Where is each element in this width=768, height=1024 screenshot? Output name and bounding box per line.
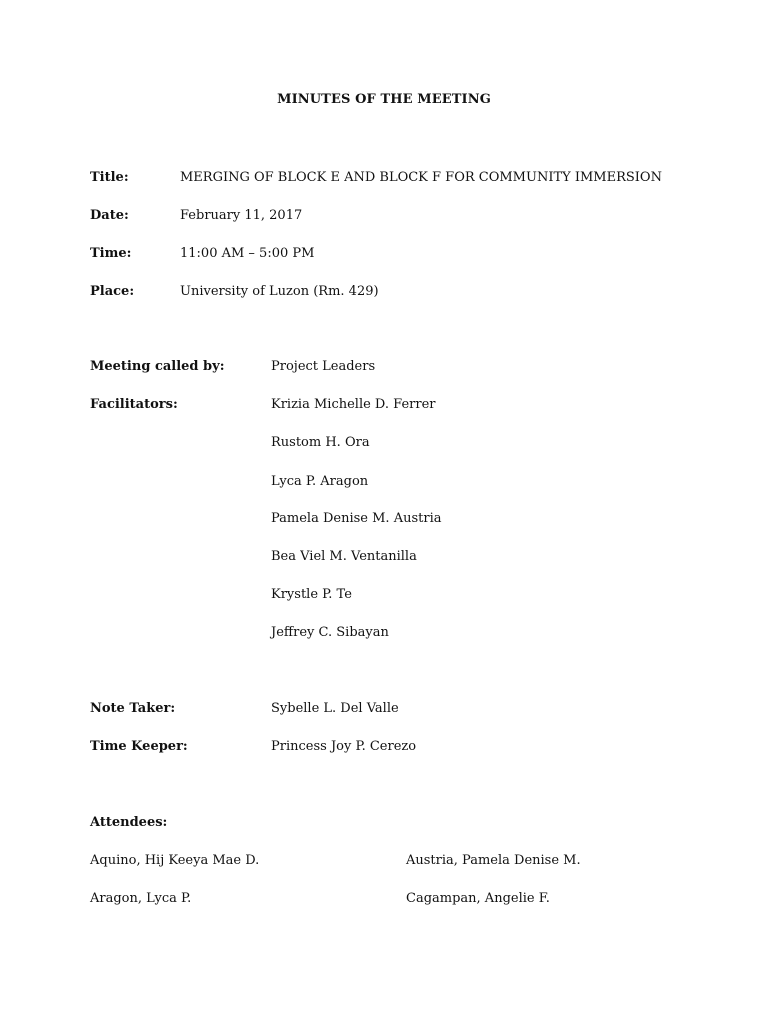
meeting-called-by-label: Meeting called by: — [90, 359, 225, 374]
page-title: MINUTES OF THE MEETING — [277, 92, 491, 107]
title-label: Title: — [90, 170, 129, 185]
time-keeper-label: Time Keeper: — [90, 739, 188, 754]
place-label: Place: — [90, 284, 135, 299]
facilitator-name: Rustom H. Ora — [271, 435, 370, 450]
facilitators-label: Facilitators: — [90, 397, 178, 412]
time-value: 11:00 AM – 5:00 PM — [180, 246, 315, 261]
time-keeper-value: Princess Joy P. Cerezo — [271, 739, 417, 754]
facilitator-name: Krizia Michelle D. Ferrer — [271, 397, 436, 412]
attendee-name: Aquino, Hij Keeya Mae D. — [90, 853, 260, 868]
date-value: February 11, 2017 — [180, 208, 303, 223]
meeting-called-by-value: Project Leaders — [271, 359, 376, 374]
facilitator-name: Krystle P. Te — [271, 587, 352, 602]
time-label: Time: — [90, 246, 132, 261]
note-taker-value: Sybelle L. Del Valle — [271, 701, 399, 716]
attendee-name: Cagampan, Angelie F. — [406, 891, 550, 906]
facilitator-name: Pamela Denise M. Austria — [271, 511, 442, 526]
note-taker-label: Note Taker: — [90, 701, 176, 716]
attendees-label: Attendees: — [90, 815, 168, 830]
attendee-name: Austria, Pamela Denise M. — [406, 853, 581, 868]
place-value: University of Luzon (Rm. 429) — [180, 284, 379, 299]
facilitator-name: Bea Viel M. Ventanilla — [271, 549, 417, 564]
attendee-name: Aragon, Lyca P. — [90, 891, 192, 906]
date-label: Date: — [90, 208, 129, 223]
facilitator-name: Jeffrey C. Sibayan — [271, 625, 389, 640]
facilitator-name: Lyca P. Aragon — [271, 474, 369, 489]
title-value: MERGING OF BLOCK E AND BLOCK F FOR COMMUNITY IMMERSION — [180, 170, 662, 185]
